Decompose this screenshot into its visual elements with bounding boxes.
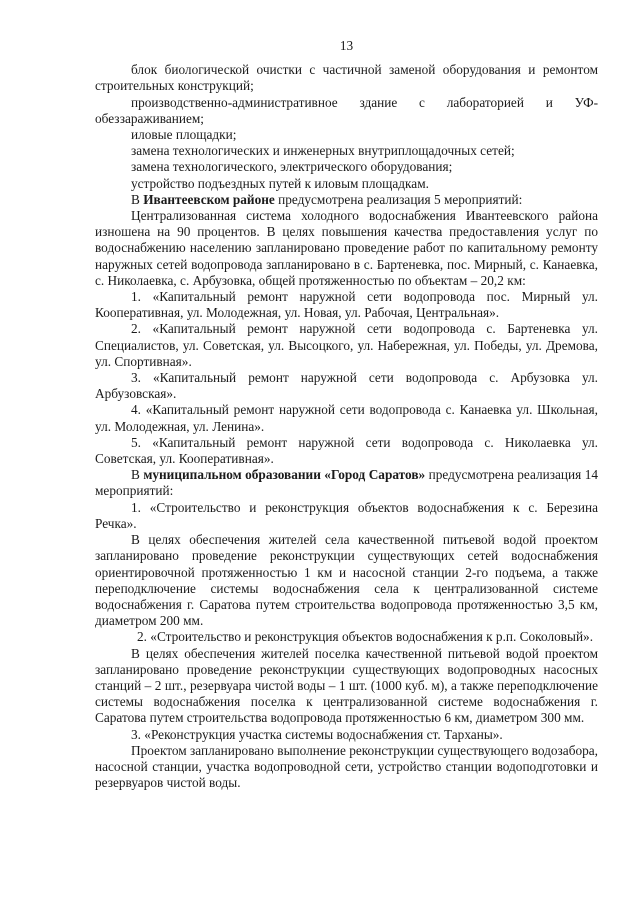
paragraph-text: предусмотрена реализация 5 мероприятий: — [274, 191, 523, 207]
paragraph: Централизованная система холодного водоснабжения Ивантеевского района изношена на 90 процентов. В целях повышения качества предоставления услуг по водоснабжению населению запланировано проведение работ по капитальному ремонту наружных сетей водопровода запланировано в с. Бартеневка, пос. Мирный, с. Канаевка, с. Николаевка, с. Арбузовка, общей протяженностью по объектам – 20,2 км: — [95, 208, 598, 288]
paragraph: В целях обеспечения жителей поселка качественной питьевой водой проектом запланировано проведение реконструкции существующих водопроводных насосных станций – 2 шт., резервуара чистой воды – 1 шт. (1000 куб. м), а также переподключение системы водоснабжения поселка к централизованной системе водоснабжения г. Саратова путем строительства водопровода протяженностью 6 км, диаметром 300 мм. — [95, 645, 598, 726]
paragraph: 2. «Капитальный ремонт наружной сети водопровода с. Бартеневка ул. Специалистов, ул. Советская, ул. Высоцкого, ул. Набережная, ул. Победы, ул. Дремова, ул. Спортивная». — [95, 321, 598, 369]
paragraph: 5. «Капитальный ремонт наружной сети водопровода с. Николаевка ул. Советская, ул. Кооперативная». — [95, 434, 598, 467]
paragraph-prefix: В — [131, 191, 144, 207]
paragraph: 1. «Капитальный ремонт наружной сети водопровода пос. Мирный ул. Кооперативная, ул. Молодежная, ул. Новая, ул. Рабочая, Центральная». — [95, 289, 598, 321]
paragraph — [95, 467, 598, 499]
paragraph: 2. «Строительство и реконструкция объектов водоснабжения к р.п. Соколовый». — [137, 629, 594, 645]
paragraph: 4. «Капитальный ремонт наружной сети водопровода с. Канаевка ул. Школьная, ул. Молодежная, ул. Ленина». — [95, 402, 598, 434]
paragraph: В целях обеспечения жителей села качественной питьевой водой проектом запланировано проведение реконструкции существующих сетей водоснабжения ориентировочной протяженностью 1 км и насосной станции 2-го подъема, а также переподключение системы водоснабжения села к централизованной системе водоснабжения г. Саратова путем строительства водопровода протяженностью 3,5 км, диаметром 200 мм. — [95, 532, 598, 629]
paragraph: производственно-административное здание с лабораторией и УФ-обеззараживанием; — [95, 94, 598, 126]
paragraph: 3. «Капитальный ремонт наружной сети водопровода с. Арбузовка ул. Арбузовская». — [95, 370, 598, 402]
bold-heading: муниципальном образовании «Город Саратов» — [143, 467, 426, 483]
document-page — [95, 38, 598, 791]
paragraph: замена технологических и инженерных внутриплощадочных сетей; — [131, 143, 515, 159]
paragraph: 1. «Строительство и реконструкция объектов водоснабжения к с. Березина Речка». — [95, 499, 598, 531]
paragraph-text: предусмотрена реализация 14 мероприятий: — [95, 467, 598, 499]
page-number: 13 — [339, 38, 354, 53]
document-body — [95, 62, 598, 791]
bold-heading: Ивантеевском районе — [143, 191, 275, 207]
paragraph: 3. «Реконструкция участка системы водоснабжения ст. Тарханы». — [131, 726, 503, 742]
paragraph — [95, 192, 598, 208]
paragraph: Проектом запланировано выполнение реконструкции существующего водозабора, насосной станции, участка водопроводной сети, устройство станции водоподготовки и резервуаров чистой воды. — [95, 742, 598, 791]
paragraph: замена технологического, электрического оборудования; — [131, 159, 453, 175]
paragraph: устройство подъездных путей к иловым площадкам. — [131, 175, 429, 191]
paragraph: иловые площадки; — [131, 127, 237, 143]
paragraph-prefix: В — [131, 467, 144, 483]
paragraph: блок биологической очистки с частичной заменой оборудования и ремонтом строительных конструкций; — [95, 62, 598, 94]
